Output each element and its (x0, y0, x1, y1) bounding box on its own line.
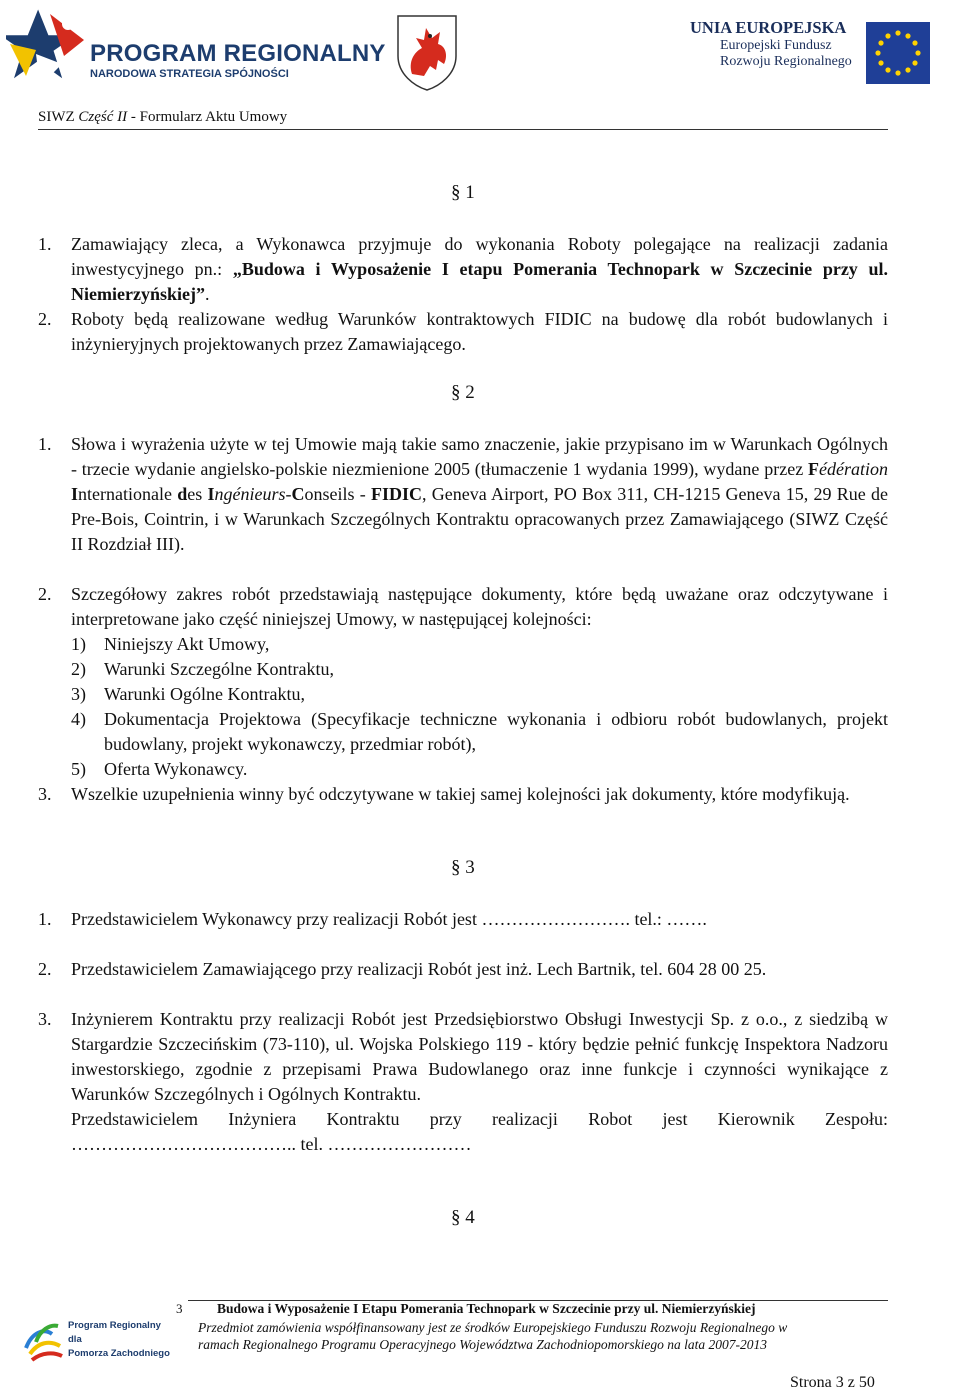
s3-p3-text: Inżynierem Kontraktu przy realizacji Robót jest Przedsiębiorstwo Obsługi Inwestycji Sp. z o.o., z siedzibą w Stargardzie Szczecińskim (73-110), ul. Wojska Polskiego 119 - który będzie pełnić funkcję Inspektora Nadzoru inwestorskiego, zgodnie z przepisami Prawa Budowlanego oraz inne funkcje i czynności wynikające z Warunków Szczególnych i Ogólnych Kontraktu. (71, 1009, 888, 1104)
fidic-ii: I (202, 484, 215, 504)
list-item-text: Niniejszy Akt Umowy, (104, 634, 270, 654)
doc-header-suffix: - Formularz Aktu Umowy (127, 109, 288, 125)
s2-p1-number: 1. (38, 434, 52, 454)
pz-logo-line1: Program Regionalny (68, 1320, 161, 1331)
list-item-number: 3) (71, 684, 86, 704)
eu-line2: Rozwoju Regionalnego (720, 54, 852, 69)
list-item-number: 4) (71, 709, 86, 729)
s2-paragraph-2 (38, 582, 888, 782)
footer-number: 3 (176, 1301, 183, 1316)
footer-line-1: Przedmiot zamówienia współfinansowany jest ze środków Europejskiego Funduszu Rozwoju Regionalnego w (198, 1320, 788, 1335)
fidic-c: C (291, 484, 305, 504)
s2-paragraph-3 (38, 782, 888, 807)
list-item-text: Dokumentacja Projektowa (Specyfikacje techniczne wykonania i odbioru robót budowlanych, projekt budowlany, projekt wykonawczy, przedmiar robót), (104, 709, 888, 754)
fidic-d: d (171, 484, 188, 504)
section-3-title: § 3 (451, 857, 475, 878)
list-item (71, 657, 888, 682)
fidic-ed: édération (819, 459, 888, 479)
pz-logo-line3: Pomorza Zachodniego (68, 1348, 170, 1359)
s1-p1-number: 1. (38, 234, 52, 254)
s1-p1-title: „Budowa i Wyposażenie I etapu Pomerania Technopark w Szczecinie przy ul. Niemierzyńskiej” (71, 259, 888, 304)
griffin-crest-icon (394, 12, 460, 92)
footer-title: Budowa i Wyposażenie I Etapu Pomerania Technopark w Szczecinie przy ul. Niemierzyńskiej (217, 1301, 756, 1316)
program-subtitle: NARODOWA STRATEGIA SPÓJNOŚCI (90, 68, 289, 80)
fidic-i: I (71, 484, 79, 504)
s2-document-list (38, 632, 888, 782)
list-item (71, 757, 888, 782)
fidic-nternationale: nternationale (78, 484, 172, 504)
fidic-acronym: FIDIC (371, 484, 423, 504)
s2-paragraph-1 (38, 432, 888, 557)
list-item-text: Oferta Wykonawcy. (104, 759, 248, 779)
pomorze-zachodnie-logo-icon (22, 1318, 66, 1364)
list-item (71, 707, 888, 757)
s3-p1-number: 1. (38, 909, 52, 929)
pomorze-zachodnie-logo (22, 1318, 172, 1364)
s1-p1-text: Zamawiający zleca, a Wykonawca przyjmuje do wykonania Roboty polegające na realizacji zadania inwestycyjnego pn.: (71, 234, 888, 279)
s2-p3-text: Wszelkie uzupełnienia winny być odczytywane w takiej samej kolejności jak dokumenty, które modyfikują. (71, 784, 850, 804)
s1-paragraph-1 (38, 232, 888, 307)
page-number: Strona 3 z 50 (790, 1374, 875, 1391)
header-divider (38, 129, 888, 130)
s3-paragraph-2 (38, 957, 888, 982)
doc-header-italic: Część II (78, 109, 128, 125)
list-item-text: Warunki Ogólne Kontraktu, (104, 684, 306, 704)
program-regionalny-logo (6, 4, 386, 96)
s1-paragraph-2 (38, 307, 888, 357)
fidic-onseils: onseils - (304, 484, 371, 504)
eu-title: UNIA EUROPEJSKA (690, 18, 847, 37)
s3-paragraph-1 (38, 907, 888, 932)
s2-p3-number: 3. (38, 784, 52, 804)
s1-p2-text: Roboty będą realizowane według Warunków kontraktowych FIDIC na budowę dla robót budowlanych i inżynieryjnych projektowanych przez Zamawiającego. (71, 309, 888, 354)
fidic-f: F (808, 459, 819, 479)
section-2-title: § 2 (451, 382, 475, 403)
s3-p4-text: Przedstawicielem Inżyniera Kontraktu przy realizacji Robot jest Kierownik Zespołu: ……………………………….. tel. …………………… (71, 1109, 888, 1154)
eu-flag (866, 22, 930, 84)
eu-flag-icon (866, 22, 930, 84)
s3-p1-text: Przedstawicielem Wykonawcy przy realizacji Robót jest ……………………. tel.: ……. (71, 909, 707, 929)
program-regionalny-logo-icon (6, 4, 86, 96)
s2-p1-text: Słowa i wyrażenia użyte w tej Umowie mają takie samo znaczenie, jakie przypisano im w Warunkach Ogólnych - trzecie wydanie angielsko-polskie niezmienione 2005 (tłumaczenie 1 wydania 1999), wydane przez (71, 434, 888, 479)
s2-p2-number: 2. (38, 584, 52, 604)
s1-p2-number: 2. (38, 309, 52, 329)
s2-p2-text: Szczegółowy zakres robót przedstawiają następujące dokumenty, które będą uważane oraz odczytywane i interpretowane jako część niniejszej Umowy, w następującej kolejności: (71, 584, 888, 629)
s3-p3-number: 3. (38, 1009, 52, 1029)
s1-p1-end: . (204, 284, 210, 304)
list-item-number: 2) (71, 659, 86, 679)
s2-p1-text-end: , Geneva Airport, PO Box 311, CH-1215 Geneva 15, 29 Rue de Pre-Bois, Cointrin, i w Warunkach Szczególnych Kontraktu opracowanych przez Zamawiającego (SIWZ Część II Rozdział III). (71, 484, 889, 554)
s3-p2-number: 2. (38, 959, 52, 979)
program-title: PROGRAM REGIONALNY (90, 40, 386, 67)
fidic-ngenieurs: ngénieurs- (214, 484, 292, 504)
pz-logo-line2: dla (68, 1334, 82, 1345)
s3-p2-text: Przedstawicielem Zamawiającego przy realizacji Robót jest inż. Lech Bartnik, tel. 604 28 00 25. (71, 959, 767, 979)
list-item-number: 1) (71, 634, 86, 654)
eu-line1: Europejski Fundusz (720, 38, 832, 53)
s3-paragraph-3 (38, 1007, 888, 1157)
section-4-title: § 4 (451, 1207, 475, 1228)
list-item (71, 632, 888, 657)
footer-line-2: ramach Regionalnego Programu Operacyjnego Województwa Zachodniopomorskiego na lata 2007-2013 (198, 1337, 767, 1352)
document-header (38, 109, 287, 126)
fidic-es: es (187, 484, 203, 504)
list-item (71, 682, 888, 707)
list-item-number: 5) (71, 759, 86, 779)
section-1-title: § 1 (451, 182, 475, 203)
griffin-crest (394, 12, 460, 92)
list-item-text: Warunki Szczególne Kontraktu, (104, 659, 334, 679)
doc-header-prefix: SIWZ (38, 109, 79, 125)
